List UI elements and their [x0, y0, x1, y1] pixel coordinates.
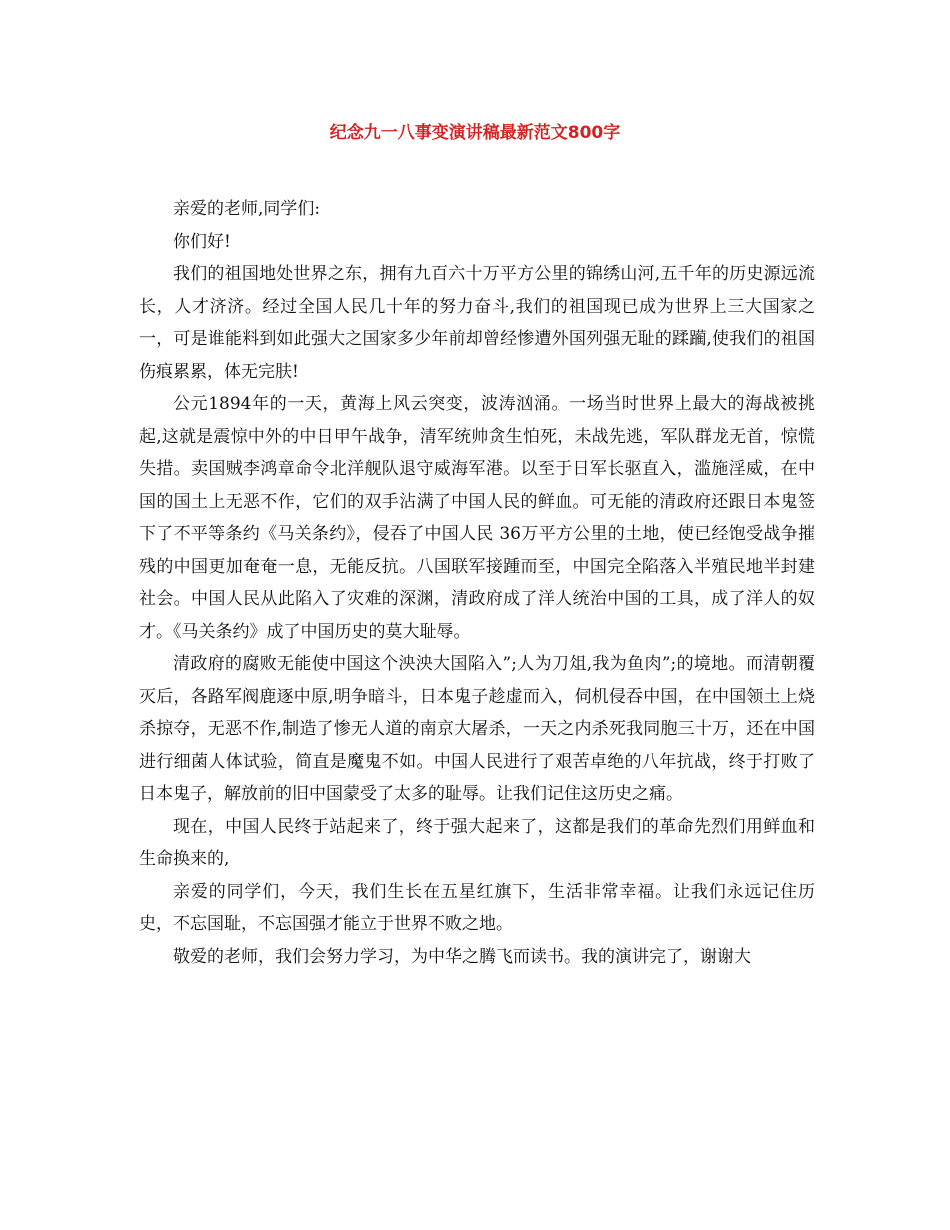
- document-body: [139, 193, 815, 973]
- paragraph-closing: 敬爱的老师，我们会努力学习，为中华之腾飞而读书。我的演讲完了，谢谢大: [173, 946, 751, 967]
- paragraph-greeting: 你们好!: [173, 231, 231, 252]
- paragraph-motherland: 我们的祖国地处世界之东，拥有九百六十万平方公里的锦绣山河,五千年的历史源远流长，人才济济。经过全国人民几十年的努力奋斗,我们的祖国现已成为世界上三大国家之一，可是谁能料到如此强大之国家多少年前却曾经惨遭外国列强无耻的蹂躏,使我们的祖国伤痕累累，体无完肤!: [139, 264, 815, 382]
- paragraph-students: 亲爱的同学们，今天，我们生长在五星红旗下，生活非常幸福。让我们永远记住历史，不忘国耻，不忘国强才能立于世界不败之地。: [139, 881, 815, 934]
- paragraph-qing-corruption: 清政府的腐败无能使中国这个泱泱大国陷入”;人为刀俎,我为鱼肉”;的境地。而清朝覆灭后，各路军阀鹿逐中原,明争暗斗，日本鬼子趁虚而入，伺机侵吞中国，在中国领土上烧杀掠夺，无恶不作,制造了惨无人道的南京大屠杀，一天之内杀死我同胞三十万，还在中国进行细菌人体试验，简直是魔鬼不如。中国人民进行了艰苦卓绝的八年抗战，终于打败了日本鬼子，解放前的旧中国蒙受了太多的耻辱。让我们记住这历史之痛。: [139, 654, 815, 804]
- paragraph-1894-war: 公元1894年的一天，黄海上风云突变，波涛汹涌。一场当时世界上最大的海战被挑起,这就是震惊中外的中日甲午战争，清军统帅贪生怕死，未战先逃，军队群龙无首，惊慌失措。卖国贼李鸿章命令北洋舰队退守威海军港。以至于日军长驱直入，滥施淫威，在中国的国土上无恶不作，它们的双手沾满了中国人民的鲜血。可无能的清政府还跟日本鬼签下了不平等条约《马关条约》，侵吞了中国人民 36万平方公里的土地，使已经饱受战争摧残的中国更加奄奄一息，无能反抗。八国联军接踵而至，中国完全陷落入半殖民地半封建社会。中国人民从此陷入了灾难的深渊，清政府成了洋人统治中国的工具，成了洋人的奴才。《马关条约》成了中国历史的莫大耻辱。: [139, 394, 815, 642]
- paragraph-salutation: 亲爱的老师,同学们:: [173, 199, 321, 219]
- document-title: 纪念九一八事变演讲稿最新范文800字: [329, 123, 621, 143]
- paragraph-present: 现在，中国人民终于站起来了，终于强大起来了，这都是我们的革命先烈们用鲜血和生命换来的,: [139, 816, 815, 869]
